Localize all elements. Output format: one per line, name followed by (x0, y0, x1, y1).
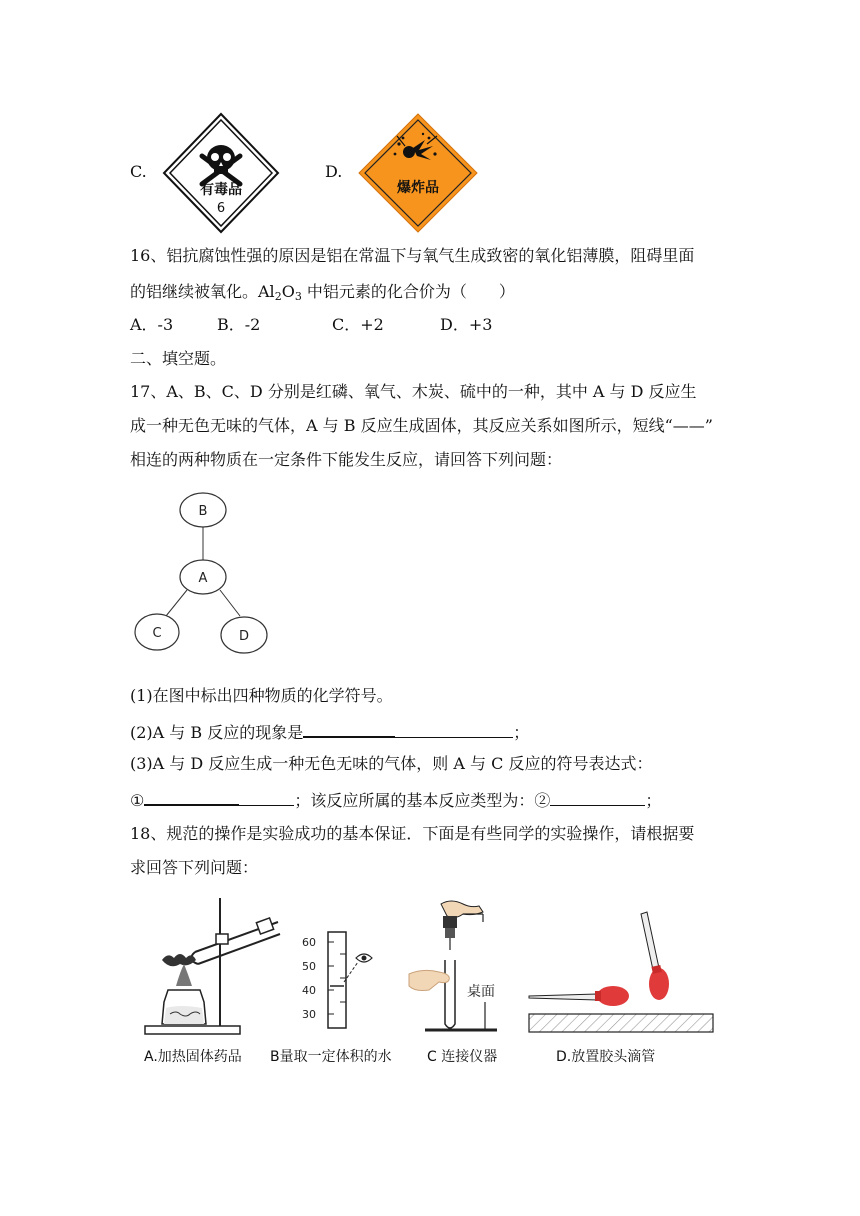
figure-connect-apparatus (405, 898, 515, 1038)
caption-a: A.加热固体药品 (144, 1049, 242, 1065)
q18-line2: 求回答下列问题： (130, 858, 259, 877)
q17-part2: (2)A 与 B 反应的现象是 ； (130, 720, 529, 743)
toxic-sign-label: 有毒品 (200, 182, 242, 198)
q17-line2: 成一种无色无味的气体，A 与 B 反应生成固体，其反应关系如图所示，短线“——” (130, 416, 713, 435)
q18-line1: 18、规范的操作是实验成功的基本保证．下面是有些同学的实验操作，请根据要 (130, 824, 695, 843)
table-label: 桌面 (467, 984, 495, 1000)
q16-line2: 的铝继续被氧化。$Al_2O_3$ 中铝元素的化合价为（ ） (130, 282, 515, 303)
answer-blank-3c[interactable] (550, 789, 645, 806)
reaction-diagram (130, 490, 280, 665)
q17-part3b: ① ；该反应所属的基本反应类型为：② ； (130, 788, 661, 811)
figure-place-dropper (525, 910, 717, 1038)
node-c-label: C (152, 626, 162, 641)
node-a-label: A (198, 571, 208, 586)
toxic-sign-number: 6 (216, 201, 226, 216)
q17-line1: 17、A、B、C、D 分别是红磷、氧气、木炭、硫中的一种，其中 A 与 D 反应生 (130, 382, 697, 401)
answer-blank-2b[interactable] (395, 721, 513, 738)
answer-blank-3a[interactable] (144, 788, 239, 806)
answer-blank-3b[interactable] (239, 789, 294, 806)
q17-line3: 相连的两种物质在一定条件下能发生反应，请回答下列问题： (130, 450, 563, 469)
figure-measuring-cylinder (300, 930, 380, 1030)
explosive-sign (357, 112, 479, 234)
figure-heating-solid (140, 890, 285, 1040)
q17-part3: (3)A 与 D 反应生成一种无色无味的气体，则 A 与 C 反应的符号表达式： (130, 754, 653, 773)
q17-part1: (1)在图中标出四种物质的化学符号。 (130, 686, 393, 705)
caption-d: D.放置胶头滴管 (556, 1049, 656, 1065)
q16-option-b: B．-2 (217, 315, 261, 334)
caption-c: C 连接仪器 (427, 1049, 498, 1065)
tick-40: 40 (302, 984, 316, 997)
toxic-sign (162, 112, 280, 234)
tick-50: 50 (302, 960, 316, 973)
q16-option-c: C．+2 (332, 315, 384, 334)
section-heading: 二、填空题。 (130, 349, 227, 368)
option-c-label: C. (130, 162, 147, 181)
node-b-label: B (198, 504, 208, 519)
caption-b: B量取一定体积的水 (270, 1049, 392, 1065)
tick-30: 30 (302, 1008, 316, 1021)
q16-option-a: A．-3 (130, 315, 174, 334)
eye-icon (356, 954, 372, 962)
option-d-label: D. (325, 162, 343, 181)
node-d-label: D (238, 629, 250, 644)
answer-blank-2a[interactable] (303, 720, 395, 738)
explosive-sign-label: 爆炸品 (397, 180, 439, 196)
tick-60: 60 (302, 936, 316, 949)
q16-option-d: D．+3 (440, 315, 493, 334)
q16-line1: 16、铝抗腐蚀性强的原因是铝在常温下与氧气生成致密的氧化铝薄膜，阻碍里面 (130, 246, 695, 265)
